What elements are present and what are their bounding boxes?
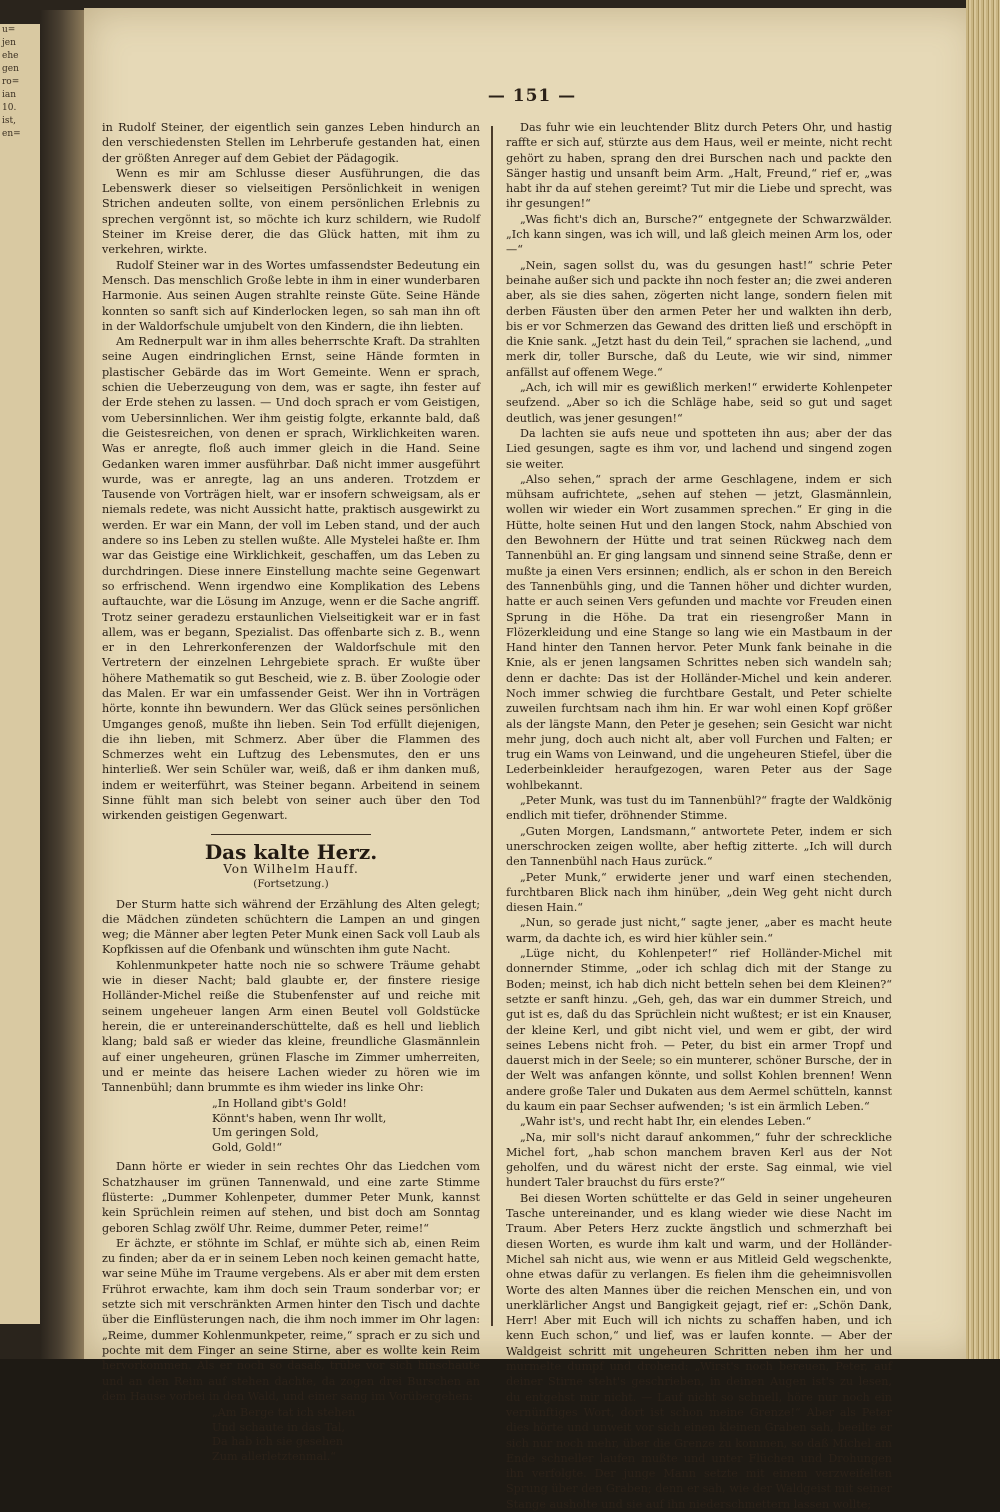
paragraph: „Na, mir soll's nicht darauf ankommen,“ fuhr der schreckliche Michel fort, „hab schon manchem braven Kerl aus der Not geholfen, und du wärest nicht der erste. Sag einmal, wie viel hundert Taler brauchst du fürs erste?“ (506, 1130, 892, 1190)
prev-page-fragment: 10. (2, 103, 17, 113)
prev-page-fragment: gen (2, 64, 19, 74)
paragraph: Der Sturm hatte sich während der Erzählung des Alten gelegt; die Mädchen zündeten schüchtern die Lampen an und gingen weg; die Männer aber legten Peter Munk einen Sack voll Laub als Kopfkissen auf die Ofenbank und wünschten ihm gute Nacht. (102, 897, 480, 957)
verse-line: „Am Berge tat ich stehen (212, 1406, 356, 1420)
paragraph: „Lüge nicht, du Kohlenpeter!“ rief Holländer-Michel mit donnernder Stimme, „oder ich schlag dich mit der Stange zu Boden; meinst, ich hab dich nicht betteln sehen bei dem Kleinen?“ setzte er sanft hinzu. „Geh, geh, das war ein dummer Streich, und gut ist es, daß du das Sprüchlein nicht wußtest; er ist ein Knauser, der kleine Kerl, und gibt nicht viel, und wem er gibt, der wird seines Lebens nicht froh. — Peter, du bist ein armer Tropf und dauerst mich in der Seele; so ein munterer, schöner Bursche, der in der Welt was anfangen könnte, und sollst Kohlen brennen! Wenn andere große Taler und Dukaten aus dem Aermel schütteln, kannst du kaum ein paar Sechser aufwenden; 's ist ein ärmlich Leben.“ (506, 947, 892, 1113)
paragraph: „Peter Munk,“ erwiderte jener und warf einen stechenden, furchtbaren Blick nach ihm hinüber, „dein Weg geht nicht durch diesen Hain.“ (506, 870, 892, 915)
paragraph: „Also sehen,“ sprach der arme Geschlagene, indem er sich mühsam aufrichtete, „sehen auf stehen — jetzt, Glasmännlein, wollen wir wieder ein Wort zusammen sprechen.“ Er ging in die Hütte, holte seinen Hut und den langen Stock, nahm Abschied von den Bewohnern der Hütte und trat seinen Rückweg nach dem Tannenbühl an. Er ging langsam und sinnend seine Straße, denn er mußte ja einen Vers ersinnen; endlich, als er schon in den Bereich des Tannenbühls ging, und die Tannen höher und dichter wurden, hatte er auch seinen Vers gefunden und machte vor Freuden einen Sprung in die Höhe. Da trat ein riesengroßer Mann in Flözerkleidung und eine Stange so lang wie ein Mastbaum in der Hand hinter den Tannen hervor. Peter Munk fank beinahe in die Knie, als er jenen langsamen Schrittes neben sich wandeln sah; denn er dachte: Das ist der Holländer-Michel und kein anderer. Noch immer schwieg die furchtbare Gestalt, und Peter schielte zuweilen furchtsam nach ihm hin. Er war wohl einen Kopf größer als der längste Mann, den Peter je gesehen; sein Gesicht war nicht mehr jung, doch auch nicht alt, aber voll Furchen und Falten; er trug ein Wams von Leinwand, und die ungeheuren Stiefel, über die Lederbeinkleider heraufgezogen, waren Peter aus der Sage wohlbekannt. (506, 472, 892, 792)
book-gutter (40, 10, 84, 1359)
paragraph: in Rudolf Steiner, der eigentlich sein ganzes Leben hindurch an den verschiedensten Stellen im Lehrberufe gestanden hat, einen der größten Anreger auf dem Gebiet der Pädagogik. (102, 121, 480, 165)
prev-page-fragment: ehe (2, 51, 19, 61)
previous-page-edge (0, 24, 40, 1324)
paragraph: Bei diesen Worten schüttelte er das Geld in seiner ungeheuren Tasche untereinander, und es klang wieder wie diese Nacht im Traum. Aber Peters Herz zuckte ängstlich und schmerzhaft bei diesen Worten, es wurde ihm kalt und warm, und der Holländer-Michel sah nicht aus, wie wenn er aus Mitleid Geld wegschenkte, ohne etwas dafür zu verlangen. Es fielen ihm die geheimnisvollen Worte des alten Mannes über die reichen Menschen ein, und von unerklärlicher Angst und Bangigkeit gejagt, rief er: „Schön Dank, Herr! Aber mit Euch will ich nichts zu schaffen haben, und ich kenn Euch schon,“ und lief, was er laufen konnte. — Aber der Waldgeist schritt mit ungeheuren Schritten neben ihm her und murmelte dumpf und drohend: „Wirst's noch bereuen, Peter, auf deiner Stirne steht's geschrieben, in deinen Augen ist's zu lesen, du entgehst mir nicht. — Lauf nicht so schnell, höre nur noch ein vernünftiges Wort, dort ist schon meine Grenze!“ Aber als Peter dies hörte und unweit vor sich einen kleinen Graben sah, beeilte er sich nur noch mehr, über die Grenze zu kommen, so daß Michel am Ende schneller laufen mußte und unter Flüchen und Drohungen ihn verfolgte. Der junge Mann setzte mit einem verzweifelten Sprung über den Graben; denn er sah, wie der Waldgeist mit seiner Stange ausholte und sie auf ihn niederschmettern lassen wollte; (506, 1191, 892, 1511)
paragraph: Wenn es mir am Schlusse dieser Ausführungen, die das Lebenswerk dieser so vielseitigen Persönlichkeit in wenigen Strichen andeuten sollte, von einem persönlichen Erlebnis zu sprechen vergönnt ist, so möchte ich kurz schildern, wie Rudolf Steiner im Kreise derer, die das Glück hatten, mit ihm zu verkehren, wirkte. (102, 166, 480, 257)
paragraph: „Was ficht's dich an, Bursche?“ entgegnete der Schwarzwälder. „Ich kann singen, was ich will, und laß gleich meinen Arm los, oder —“ (506, 212, 892, 257)
paragraph: Kohlenmunkpeter hatte noch nie so schwere Träume gehabt wie in dieser Nacht; bald glaubte er, der finstere riesige Holländer-Michel reiße die Stubenfenster auf und reiche mit seinem ungeheuer langen Arm einen Beutel voll Goldstücke herein, die er untereinanderschüttelte, daß es hell und lieblich klang; bald saß er wieder das kleine, freundliche Glasmännlein auf einer ungeheuren, grünen Flasche im Zimmer umherreiten, und er meinte das heisere Lachen wieder zu hören wie im Tannenbühl; dann brummte es ihm wieder ins linke Ohr: (102, 958, 480, 1095)
paragraph: „Wahr ist's, und recht habt Ihr, ein elendes Leben.“ (520, 1115, 812, 1129)
prev-page-fragment: en= (2, 129, 21, 139)
verse-line: Könnt's haben, wenn Ihr wollt, (212, 1111, 387, 1125)
prev-page-fragment: ro= (2, 77, 20, 87)
paragraph: Rudolf Steiner war in des Wortes umfassendster Bedeutung ein Mensch. Das menschlich Große lebte in ihm in einer wunderbaren Harmonie. Aus seinen Augen strahlte reinste Güte. Seine Hände konnten so sanft sich auf Kinderlocken legen, so sah man ihn oft in der Waldorfschule umjubelt von den Kindern, die ihn liebten. (102, 258, 480, 333)
paragraph: Dann hörte er wieder in sein rechtes Ohr das Liedchen vom Schatzhauser im grünen Tannenwald, und eine zarte Stimme flüsterte: „Dummer Kohlenpeter, dummer Peter Munk, kannst kein Sprüchlein reimen auf stehen, und bist doch am Sonntag geboren Schlag zwölf Uhr. Reime, dummer Peter, reime!“ (102, 1160, 480, 1235)
left-column (102, 120, 480, 1468)
paragraph: Da lachten sie aufs neue und spotteten ihn aus; aber der das Lied gesungen, sagte es ihm vor, und lachend und singend zogen sie weiter. (506, 426, 892, 471)
paragraph: „Nun, so gerade just nicht,“ sagte jener, „aber es macht heute warm, da dachte ich, es wird hier kühler sein.“ (506, 916, 892, 945)
column-divider (491, 126, 493, 1326)
page-number: — 151 — (487, 86, 577, 106)
verse-line: Gold, Gold!“ (212, 1140, 283, 1154)
prev-page-fragment: ian (2, 90, 17, 100)
prev-page-fragment: u= (2, 25, 16, 35)
verse-line: Um geringen Sold, (212, 1126, 319, 1140)
page-stack-edge (966, 0, 1000, 1359)
page (84, 8, 980, 1511)
prev-page-fragment: jen (2, 38, 16, 48)
verse-line: „In Holland gibt's Gold! (212, 1097, 347, 1111)
continuation-note: (Fortsetzung.) (253, 878, 329, 891)
paragraph: „Nein, sagen sollst du, was du gesungen hast!“ schrie Peter beinahe außer sich und packte ihn noch fester an; die zwei anderen aber, als sie dies sahen, zögerten nicht lange, sondern fielen mit derben Fäusten über den armen Peter her und walkten ihn derb, bis er vor Schmerzen das Gewand des dritten ließ und erschöpft in die Knie sank. „Jetzt hast du dein Teil,“ sprachen sie lachend, „und merk dir, toller Bursche, daß du Leute, wie wir sind, nimmer anfällst auf offenem Wege.“ (506, 258, 892, 379)
prev-page-fragment: ist, (2, 116, 16, 126)
paragraph: Er ächzte, er stöhnte im Schlaf, er mühte sich ab, einen Reim zu finden; aber da er in seinem Leben noch keinen gemacht hatte, war seine Mühe im Traume vergebens. Als er aber mit dem ersten Frührot erwachte, kam ihm doch sein Traum sonderbar vor; er setzte sich mit verschränkten Armen hinter den Tisch und dachte über die Einflüsterungen nach, die ihm noch immer im Ohr lagen: „Reime, dummer Kohlenmunkpeter, reime,“ sprach er zu sich und pochte mit dem Finger an seine Stirne, aber es wollte kein Reim hervorkommen. Als er noch so dasaß, trübe vor sich hinschaute und an den Reim auf stehen dachte, da zogen drei Burschen an dem Hause vorbei in den Wald, und einer sang im Vorübergehen: (102, 1236, 480, 1403)
right-column (506, 120, 892, 1512)
paragraph: Am Rednerpult war in ihm alles beherrschte Kraft. Da strahlten seine Augen eindringlichen Ernst, seine Hände formten in plastischer Gebärde das im Wort Gemeinte. Wenn er sprach, schien die Ueberzeugung von dem, was er sagte, ihn fester auf der Erde stehen zu lassen. — Und doch sprach er vom Geistigen, vom Uebersinnlichen. Wer ihm geistig folgte, erkannte bald, daß die Geistesreichen, von denen er sprach, Wirklichkeiten waren. Was er anregte, floß auch immer gleich in die Hand. Seine Gedanken waren immer ausführbar. Daß nicht immer ausgeführt wurde, was er anregte, lag an uns anderen. Trotzdem er Tausende von Vorträgen hielt, war er insofern schweigsam, als er niemals redete, was nicht Aussicht hatte, praktisch ausgewirkt zu werden. Er war ein Mann, der voll im Leben stand, und der auch andere so ins Leben zu stellen wußte. Alle Mystelei haßte er. Ihm war das Geistige eine Wirklichkeit, geschaffen, um das Leben zu durchdringen. Diese innere Einstellung machte seine Gegenwart so erfrischend. Wenn irgendwo eine Komplikation des Lebens auftauchte, war die Lösung im Anzuge, wenn er die Sache angriff. Trotz seiner geradezu erstaunlichen Vielseitigkeit war er in fast allem, was er begann, Spezialist. Das offenbarte sich z. B., wenn er in den Lehrerkonferenzen der Waldorfschule mit den Vertretern der einzelnen Lehrgebiete sprach. Er wußte über höhere Mathematik so gut Bescheid, wie z. B. über Zoologie oder das Malen. Er war ein umfassender Geist. Wer ihn in Vorträgen hörte, konnte ihn bewundern. Wer das Glück seines persönlichen Umganges genoß, mußte ihn lieben. Sein Tod erfüllt diejenigen, die ihn lieben, mit Schmerz. Aber über die Flammen des Schmerzes weht ein Luftzug des Lebensmutes, den er uns hinterließ. Wer sein Schüler war, weiß, daß er ihm danken muß, indem er weiterführt, was Steiner begann. Arbeitend in seinem Sinne fühlt man sich belebt von seiner auch über den Tod wirkenden geistigen Gegenwart. (102, 335, 480, 823)
byline: Von Wilhelm Hauff. (223, 861, 359, 876)
verse-line: Da hab ich sie gesehen (212, 1435, 344, 1449)
paragraph: „Guten Morgen, Landsmann,“ antwortete Peter, indem er sich unerschrocken zeigen wollte, aber heftig zitterte. „Ich will durch den Tannenbühl nach Haus zurück.“ (506, 824, 892, 869)
paragraph: „Ach, ich will mir es gewißlich merken!“ erwiderte Kohlenpeter seufzend. „Aber so ich die Schläge habe, seid so gut und saget deutlich, was jener gesungen!“ (506, 381, 892, 425)
section-divider (211, 834, 371, 835)
paragraph: Das fuhr wie ein leuchtender Blitz durch Peters Ohr, und hastig raffte er sich auf, stürzte aus dem Haus, weil er meinte, nicht recht gehört zu haben, sprang den drei Burschen nach und packte den Sänger hastig und unsanft beim Arm. „Halt, Freund,“ rief er, „was habt ihr da auf stehen gereimt? Tut mir die Liebe und sprecht, was ihr gesungen!“ (506, 121, 892, 211)
verse-line: Und schaute in das Tal, (212, 1420, 345, 1434)
verse (212, 1406, 480, 1464)
verse-line: Zum allerletztenmal.“ (212, 1449, 336, 1463)
story-title: Das kalte Herz. (204, 839, 378, 864)
verse (212, 1097, 480, 1155)
paragraph: „Peter Munk, was tust du im Tannenbühl?“ fragte der Waldkönig endlich mit tiefer, dröhnender Stimme. (506, 794, 892, 823)
